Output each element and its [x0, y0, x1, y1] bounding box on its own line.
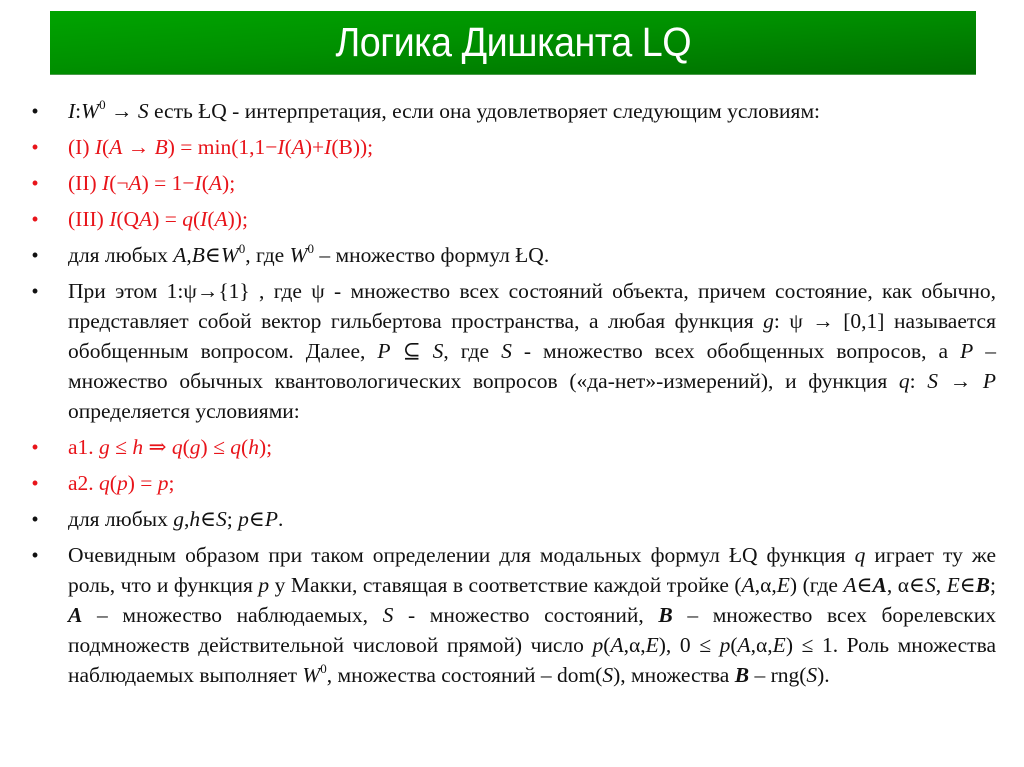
bullet-text: (I) I(A → B) = min(1,1−I(A)+I(B));: [68, 135, 374, 159]
bullet-for-any-g-h: [0, 504, 1024, 534]
bullet-interpretation-definition: [0, 96, 1024, 126]
bullet-text: $I:W^0 \to S$ есть ŁQ - интерпретация, если она удовлетворяет следующим условиям:: [68, 97, 821, 123]
bullet-text: a2. q(p) = p;: [68, 471, 175, 495]
slide-title: Логика Дишканта LQ: [335, 19, 691, 65]
bullet-text: для любых g,h∈S; p∈P.: [68, 507, 284, 531]
bullet-axiom-a1: [0, 432, 1024, 462]
bullet-dot-icon: •: [31, 173, 39, 193]
bullet-axiom-a2: [0, 468, 1024, 498]
bullet-text: a1. g ≤ h ⇒ q(g) ≤ q(h);: [68, 435, 273, 459]
bullet-text: для любых $A,B\in W^0$, где $W^0$ – множество формул ŁQ.: [68, 241, 550, 267]
bullet-dot-icon: •: [31, 473, 39, 493]
bullet-dot-icon: •: [31, 545, 39, 565]
bullet-text: (II) I(¬A) = 1−I(A);: [68, 171, 236, 195]
slide-body: [0, 96, 1024, 690]
bullet-condition-3: [0, 204, 1024, 234]
bullet-dot-icon: •: [31, 101, 39, 121]
bullet-mackey-comparison: [0, 540, 1024, 690]
bullet-dot-icon: •: [31, 509, 39, 529]
bullet-for-any-formulas: [0, 240, 1024, 270]
bullet-condition-1: [0, 132, 1024, 162]
bullet-text: (III) I(QA) = q(I(A));: [68, 207, 248, 231]
bullet-dot-icon: •: [31, 281, 39, 301]
bullet-dot-icon: •: [31, 209, 39, 229]
bullet-dot-icon: •: [31, 137, 39, 157]
bullet-dot-icon: •: [31, 245, 39, 265]
slide-title-bar: [50, 11, 976, 74]
bullet-condition-2: [0, 168, 1024, 198]
bullet-text: При этом 1:ψ→{1} , где ψ - множество всех состояний объекта, причем состояние, как обычно, представляет собой вектор гильбертова пространства, а любая функция g: ψ → [0,1] называется обобщенным вопросом. Далее, P ⊆ S, где S - множество всех обобщенных вопросов, а P – множество обычных квантовологических вопросов («да-нет»-измерений), и функция q: S → P определяется условиями:: [68, 279, 997, 423]
bullet-text: Очевидным образом при таком определении для модальных формул ŁQ функция q играет ту же роль, что и функция p у Макки, ставящая в соответствие каждой тройке (A,α,E) (где A∈A, α∈S, E∈B; A – множество наблюдаемых, S - множество состояний, B – множество всех борелевских подмножеств действительной числовой прямой) число p(A,α,E), 0 ≤ p(A,α,E) ≤ 1. Роль множества наблюдаемых выполняет $W^0$, множества состояний – dom(S), множества B – rng(S).: [68, 543, 996, 687]
bullet-dot-icon: •: [31, 437, 39, 457]
bullet-states-questions: [0, 276, 1024, 426]
